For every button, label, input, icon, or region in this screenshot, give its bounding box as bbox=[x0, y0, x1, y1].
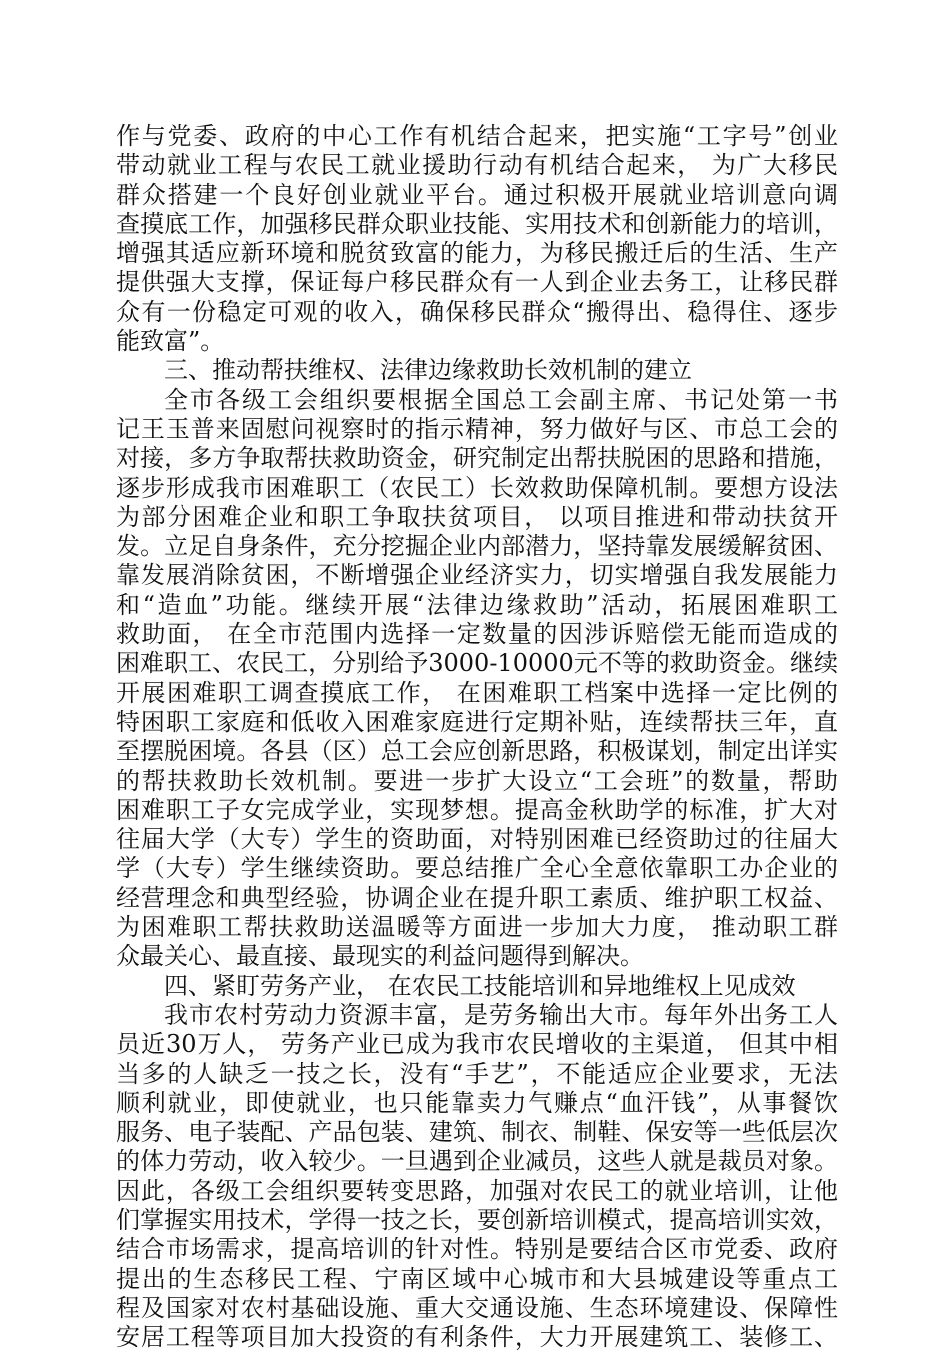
text-line: 为困难职工帮扶救助送温暖等方面进一步加大力度， 推动职工群 bbox=[116, 913, 838, 942]
text-line: 作与党委、政府的中心工作有机结合起来，把实施“工字号”创业 bbox=[116, 122, 838, 150]
text-line: 带动就业工程与农民工就业援助行动有机结合起来， 为广大移民 bbox=[116, 151, 838, 180]
text-line: 提供强大支撑，保证每户移民群众有一人到企业去务工，让移民群 bbox=[116, 268, 838, 297]
text-line: 当多的人缺乏一技之长，没有“手艺”，不能适应企业要求，无法 bbox=[116, 1059, 838, 1088]
text-line: 至摆脱困境。各县（区）总工会应创新思路，积极谋划，制定出详实 bbox=[116, 737, 838, 766]
text-line: 员近30万人， 劳务产业已成为我市农民增收的主渠道， 但其中相 bbox=[116, 1030, 838, 1059]
text-line: 服务、电子装配、产品包装、建筑、制衣、制鞋、保安等一些低层次 bbox=[116, 1118, 838, 1147]
document-page bbox=[116, 122, 838, 1352]
text-line: 全市各级工会组织要根据全国总工会副主席、书记处第一书 bbox=[164, 385, 838, 414]
section-heading: 三、推动帮扶维权、法律边缘救助长效机制的建立 bbox=[164, 356, 692, 385]
text-line: 靠发展消除贫困，不断增强企业经济实力，切实增强自我发展能力 bbox=[116, 561, 838, 590]
text-line: 提出的生态移民工程、宁南区域中心城市和大县城建设等重点工 bbox=[116, 1264, 838, 1293]
text-line: 众有一份稳定可观的收入，确保移民群众“搬得出、稳得住、逐步 bbox=[116, 297, 838, 326]
text-line: 众最关心、最直接、最现实的利益问题得到解决。 bbox=[116, 942, 644, 971]
text-line: 为部分困难企业和职工争取扶贫项目， 以项目推进和带动扶贫开 bbox=[116, 502, 838, 531]
text-line: 群众搭建一个良好创业就业平台。通过积极开展就业培训意向调 bbox=[116, 180, 838, 209]
text-line: 们掌握实用技术，学得一技之长，要创新培训模式，提高培训实效， bbox=[116, 1205, 838, 1234]
text-line: 开展困难职工调查摸底工作， 在困难职工档案中选择一定比例的 bbox=[116, 678, 838, 707]
text-line: 救助面， 在全市范围内选择一定数量的因涉诉赔偿无能而造成的 bbox=[116, 620, 838, 649]
text-line: 增强其适应新环境和脱贫致富的能力，为移民搬迁后的生活、生产 bbox=[116, 239, 838, 268]
text-line: 困难职工、农民工，分别给予3000-10000元不等的救助资金。继续 bbox=[116, 649, 838, 678]
text-line: 困难职工子女完成学业，实现梦想。提高金秋助学的标准，扩大对 bbox=[116, 795, 838, 824]
text-line: 程及国家对农村基础设施、重大交通设施、生态环境建设、保障性 bbox=[116, 1293, 838, 1322]
text-line: 经营理念和典型经验，协调企业在提升职工素质、维护职工权益、 bbox=[116, 883, 838, 912]
text-line: 逐步形成我市困难职工（农民工）长效救助保障机制。要想方设法 bbox=[116, 473, 838, 502]
text-line: 结合市场需求，提高培训的针对性。特别是要结合区市党委、政府 bbox=[116, 1235, 838, 1264]
text-line: 记王玉普来固慰问视察时的指示精神，努力做好与区、市总工会的 bbox=[116, 414, 838, 443]
text-line: 顺利就业，即使就业，也只能靠卖力气赚点“血汗钱”，从事餐饮 bbox=[116, 1088, 838, 1117]
text-line: 的帮扶救助长效机制。要进一步扩大设立“工会班”的数量，帮助 bbox=[116, 766, 838, 795]
text-line: 往届大学（大专）学生的资助面，对特别困难已经资助过的往届大 bbox=[116, 825, 838, 854]
text-line: 因此，各级工会组织要转变思路，加强对农民工的就业培训，让他 bbox=[116, 1176, 838, 1205]
text-line: 对接，多方争取帮扶救助资金，研究制定出帮扶脱困的思路和措施， bbox=[116, 444, 838, 473]
text-line: 发。立足自身条件，充分挖掘企业内部潜力，坚持靠发展缓解贫困、 bbox=[116, 532, 838, 561]
section-heading: 四、紧盯劳务产业， 在农民工技能培训和异地维权上见成效 bbox=[164, 971, 796, 1000]
text-line: 特困职工家庭和低收入困难家庭进行定期补贴，连续帮扶三年，直 bbox=[116, 707, 838, 736]
text-line: 的体力劳动，收入较少。一旦遇到企业减员，这些人就是裁员对象。 bbox=[116, 1147, 838, 1176]
text-line: 我市农村劳动力资源丰富，是劳务输出大市。每年外出务工人 bbox=[164, 1000, 838, 1029]
text-line: 安居工程等项目加大投资的有利条件，大力开展建筑工、装修工、 bbox=[116, 1323, 838, 1352]
text-line: 学（大专）学生继续资助。要总结推广全心全意依靠职工办企业的 bbox=[116, 854, 838, 883]
text-line: 和“造血”功能。继续开展“法律边缘救助”活动，拓展困难职工 bbox=[116, 590, 838, 619]
text-line: 能致富”。 bbox=[116, 327, 225, 356]
text-line: 查摸底工作，加强移民群众职业技能、实用技术和创新能力的培训， bbox=[116, 209, 838, 238]
